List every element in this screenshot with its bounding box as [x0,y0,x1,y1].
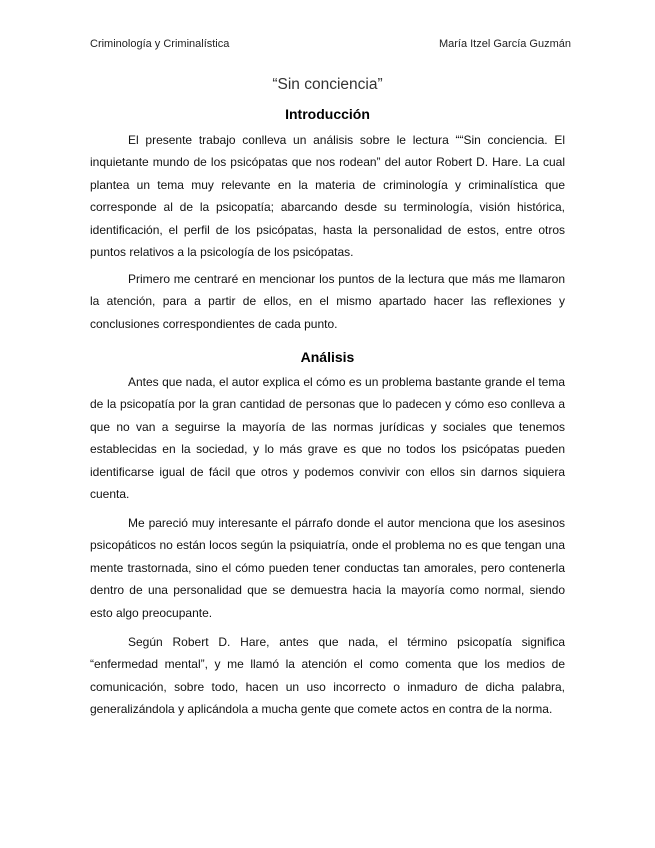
page-header [90,38,571,50]
paragraph: Según Robert D. Hare, antes que nada, el término psicopatía significa “enfermedad mental”, y me llamó la atención el como comenta que los medios de comunicación, sobre todo, hacen un uso incorrecto o inmaduro de dicha palabra, generalizándola y aplicándola a mucha gente que comete actos en contra de la norma. [90,635,565,717]
paragraph: Primero me centraré en mencionar los puntos de la lectura que más me llamaron la atención, para a partir de ellos, en el mismo apartado hacer las reflexiones y conclusiones correspondientes de cada punto. [90,272,565,331]
document-title: “Sin conciencia” [272,76,383,93]
section-heading-analisis: Análisis [300,349,355,365]
paragraph: Me pareció muy interesante el párrafo donde el autor menciona que los asesinos psicopáticos no están locos según la psiquiatría, onde el problema no es que tengan una mente trastornada, sino el cómo pueden tener conductas tan amorales, pero contenerla dentro de una personalidad que se demuestra hacia la mayoría como normal, siendo esto algo preocupante. [90,516,565,620]
paragraph: El presente trabajo conlleva un análisis sobre le lectura ““Sin conciencia. El inquietante mundo de los psicópatas que nos rodean” del autor Robert D. Hare. La cual plantea un tema muy relevante en la materia de criminología y criminalística que corresponde al de la psicopatía; abarcando desde su terminología, visión histórica, identificación, el perfil de los psicópatas, hasta la personalidad de estos, entre otros puntos relativos a la psicología de los psicópatas. [90,133,565,260]
paragraph: Antes que nada, el autor explica el cómo es un problema bastante grande el tema de la psicopatía por la gran cantidad de personas que lo padecen y cómo eso conlleva a que no van a seguirse la mayoría de las normas jurídicas y sociales que tenemos establecidas en la sociedad, y lo más grave es que no todos los psicópatas pueden identificarse igual de fácil que otros y podemos convivir con ellos sin darnos siquiera cuenta. [90,375,565,502]
section-heading-introduccion: Introducción [285,106,370,122]
author-name: María Itzel García Guzmán [438,38,571,50]
course-name: Criminología y Criminalística [90,38,230,50]
